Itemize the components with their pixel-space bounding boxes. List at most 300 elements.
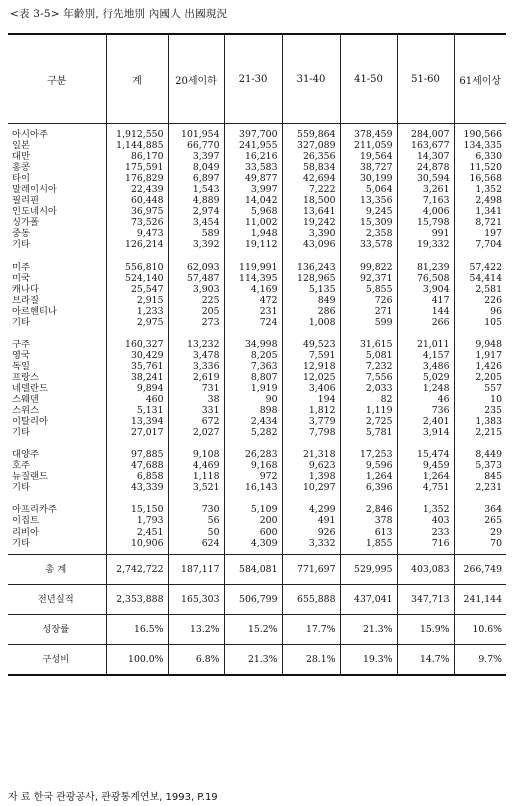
row-label: 싱가폴 — [12, 217, 39, 229]
value-cell: 225 — [168, 295, 224, 306]
value-cell: 12,025 — [282, 372, 340, 383]
value-cell: 163,677 — [397, 140, 454, 151]
row-label: 전년실적 — [8, 584, 106, 614]
value-cell: 2,205 — [454, 372, 506, 383]
value-cell: 105 — [454, 317, 506, 328]
row-label: 총 계 — [8, 554, 106, 584]
value-cell: 529,995 — [340, 554, 397, 584]
value-cell: 26,356 — [282, 151, 340, 162]
value-cell: 726 — [340, 295, 397, 306]
value-cell: 7,163 — [397, 195, 454, 206]
value-cell: 9,596 — [340, 460, 397, 471]
value-cell: 13,394 — [106, 416, 168, 427]
spacer-cell — [397, 328, 454, 339]
value-cell: 3,392 — [168, 239, 224, 250]
country-row — [8, 482, 506, 493]
value-cell: 730 — [168, 504, 224, 515]
value-cell: 27,017 — [106, 427, 168, 438]
row-label: 영국 — [12, 349, 30, 361]
value-cell: 19,242 — [282, 217, 340, 228]
value-cell: 1,917 — [454, 350, 506, 361]
country-row — [8, 206, 506, 217]
row-label: 홍콩 — [12, 162, 30, 174]
value-cell: 8,721 — [454, 217, 506, 228]
value-cell: 97,885 — [106, 449, 168, 460]
country-row — [8, 405, 506, 416]
row-label: 리비아 — [12, 526, 39, 538]
value-cell: 266,749 — [454, 554, 506, 584]
value-cell: 8,807 — [224, 372, 282, 383]
value-cell: 24,878 — [397, 162, 454, 173]
country-row — [8, 295, 506, 306]
value-cell: 12,918 — [282, 361, 340, 372]
summary-row — [8, 584, 506, 614]
country-row — [8, 239, 506, 250]
value-cell: 265 — [454, 515, 506, 526]
country-row — [8, 416, 506, 427]
value-cell: 9,623 — [282, 460, 340, 471]
value-cell: 9,894 — [106, 383, 168, 394]
value-cell: 15,474 — [397, 449, 454, 460]
value-cell: 43,096 — [282, 239, 340, 250]
value-cell: 403 — [397, 515, 454, 526]
value-cell: 6,330 — [454, 151, 506, 162]
row-label: 타이 — [12, 173, 30, 185]
spacer-cell — [340, 251, 397, 262]
value-cell: 3,903 — [168, 284, 224, 295]
country-row — [8, 527, 506, 538]
value-cell: 2,498 — [454, 195, 506, 206]
value-cell: 49,523 — [282, 339, 340, 350]
row-label: 구주 — [12, 338, 30, 350]
value-cell: 15,798 — [397, 217, 454, 228]
value-cell: 1,264 — [397, 471, 454, 482]
value-cell: 1,912,550 — [106, 129, 168, 140]
spacer-cell — [282, 438, 340, 449]
value-cell: 14,042 — [224, 195, 282, 206]
value-cell: 165,303 — [168, 584, 224, 614]
header-row — [8, 34, 506, 124]
value-cell: 460 — [106, 394, 168, 405]
value-cell: 1,793 — [106, 515, 168, 526]
value-cell: 21.3% — [224, 644, 282, 675]
value-cell: 92,371 — [340, 273, 397, 284]
value-cell: 58,834 — [282, 162, 340, 173]
value-cell: 3,779 — [282, 416, 340, 427]
summary-row — [8, 614, 506, 644]
value-cell: 972 — [224, 471, 282, 482]
value-cell: 2,619 — [168, 372, 224, 383]
value-cell: 1,144,885 — [106, 140, 168, 151]
value-cell: 286 — [282, 306, 340, 317]
value-cell: 716 — [397, 538, 454, 549]
value-cell: 3,914 — [397, 427, 454, 438]
value-cell: 35,761 — [106, 361, 168, 372]
value-cell: 231 — [224, 306, 282, 317]
value-cell: 211,059 — [340, 140, 397, 151]
value-cell: 175,591 — [106, 162, 168, 173]
value-cell: 70 — [454, 538, 506, 549]
value-cell: 4,299 — [282, 504, 340, 515]
value-cell: 3,478 — [168, 350, 224, 361]
value-cell: 2,742,722 — [106, 554, 168, 584]
value-cell: 1,919 — [224, 383, 282, 394]
country-row — [8, 228, 506, 239]
value-cell: 991 — [397, 228, 454, 239]
value-cell: 43,339 — [106, 482, 168, 493]
country-row — [8, 184, 506, 195]
value-cell: 136,243 — [282, 262, 340, 273]
value-cell: 4,309 — [224, 538, 282, 549]
value-cell: 21,318 — [282, 449, 340, 460]
value-cell: 273 — [168, 317, 224, 328]
value-cell: 5,855 — [340, 284, 397, 295]
value-cell: 60,448 — [106, 195, 168, 206]
value-cell: 1,008 — [282, 317, 340, 328]
departure-stats-table — [8, 33, 506, 676]
row-label: 기타 — [12, 239, 30, 251]
value-cell: 5,109 — [224, 504, 282, 515]
value-cell: 205 — [168, 306, 224, 317]
value-cell: 266 — [397, 317, 454, 328]
value-cell: 3,406 — [282, 383, 340, 394]
row-label: 프랑스 — [12, 371, 39, 383]
spacer-cell — [8, 493, 106, 504]
spacer-cell — [106, 328, 168, 339]
value-cell: 47,688 — [106, 460, 168, 471]
value-cell: 25,547 — [106, 284, 168, 295]
value-cell: 3,997 — [224, 184, 282, 195]
value-cell: 506,799 — [224, 584, 282, 614]
value-cell: 42,694 — [282, 173, 340, 184]
spacer-cell — [168, 493, 224, 504]
value-cell: 2,358 — [340, 228, 397, 239]
value-cell: 82 — [340, 394, 397, 405]
value-cell: 5,064 — [340, 184, 397, 195]
value-cell: 1,248 — [397, 383, 454, 394]
value-cell: 187,117 — [168, 554, 224, 584]
spacer-cell — [8, 328, 106, 339]
value-cell: 66,770 — [168, 140, 224, 151]
value-cell: 403,083 — [397, 554, 454, 584]
value-cell: 556,810 — [106, 262, 168, 273]
value-cell: 655,888 — [282, 584, 340, 614]
value-cell: 284,007 — [397, 129, 454, 140]
value-cell: 672 — [168, 416, 224, 427]
source-note: 자 료 한국 관광공사, 관광통계연보, 1993, P.19 — [8, 792, 218, 803]
country-row — [8, 538, 506, 549]
value-cell: 3,397 — [168, 151, 224, 162]
value-cell: 4,157 — [397, 350, 454, 361]
value-cell: 5,081 — [340, 350, 397, 361]
value-cell: 30,199 — [340, 173, 397, 184]
value-cell: 114,395 — [224, 273, 282, 284]
spacer-cell — [454, 328, 506, 339]
row-label: 대만 — [12, 151, 30, 163]
row-label: 기타 — [12, 427, 30, 439]
spacer-cell — [340, 328, 397, 339]
summary-row — [8, 554, 506, 584]
header-category: 구분 — [8, 34, 106, 124]
row-label: 스위스 — [12, 405, 39, 417]
country-row — [8, 140, 506, 151]
value-cell: 241,144 — [454, 584, 506, 614]
value-cell: 128,965 — [282, 273, 340, 284]
value-cell: 9.7% — [454, 644, 506, 675]
row-label: 호주 — [12, 460, 30, 472]
value-cell: 38,727 — [340, 162, 397, 173]
value-cell: 16,143 — [224, 482, 282, 493]
value-cell: 2,434 — [224, 416, 282, 427]
row-label: 미주 — [12, 261, 30, 273]
value-cell: 13.2% — [168, 614, 224, 644]
value-cell: 8,205 — [224, 350, 282, 361]
value-cell: 38,241 — [106, 372, 168, 383]
region-total-row — [8, 129, 506, 140]
value-cell: 7,591 — [282, 350, 340, 361]
spacer-cell — [282, 251, 340, 262]
country-row — [8, 361, 506, 372]
value-cell: 3,904 — [397, 284, 454, 295]
value-cell: 86,170 — [106, 151, 168, 162]
value-cell: 134,335 — [454, 140, 506, 151]
value-cell: 1,118 — [168, 471, 224, 482]
group-spacer-row — [8, 328, 506, 339]
value-cell: 347,713 — [397, 584, 454, 614]
value-cell: 101,954 — [168, 129, 224, 140]
value-cell: 5,131 — [106, 405, 168, 416]
row-label: 아르헨티나 — [12, 305, 57, 317]
value-cell: 2,974 — [168, 206, 224, 217]
value-cell: 38 — [168, 394, 224, 405]
spacer-cell — [224, 493, 282, 504]
value-cell: 126,214 — [106, 239, 168, 250]
table-caption: <表 3-5> 年齡別, 行先地別 內國人 出國現況 — [10, 8, 228, 20]
spacer-cell — [168, 438, 224, 449]
value-cell: 5,373 — [454, 460, 506, 471]
value-cell: 14,307 — [397, 151, 454, 162]
value-cell: 2,215 — [454, 427, 506, 438]
value-cell: 16.5% — [106, 614, 168, 644]
value-cell: 5,282 — [224, 427, 282, 438]
value-cell: 736 — [397, 405, 454, 416]
value-cell: 524,140 — [106, 273, 168, 284]
value-cell: 17,253 — [340, 449, 397, 460]
region-total-row — [8, 262, 506, 273]
row-label: 아시아주 — [12, 129, 48, 140]
value-cell: 10,297 — [282, 482, 340, 493]
value-cell: 2,033 — [340, 383, 397, 394]
spacer-cell — [454, 493, 506, 504]
value-cell: 2,401 — [397, 416, 454, 427]
value-cell: 19,564 — [340, 151, 397, 162]
value-cell: 19.3% — [340, 644, 397, 675]
value-cell: 4,469 — [168, 460, 224, 471]
row-label: 구성비 — [8, 644, 106, 675]
row-label: 아프리카주 — [12, 504, 57, 516]
value-cell: 17.7% — [282, 614, 340, 644]
value-cell: 99,822 — [340, 262, 397, 273]
region-total-row — [8, 449, 506, 460]
header-total: 계 — [106, 34, 168, 124]
region-total-row — [8, 504, 506, 515]
value-cell: 13,356 — [340, 195, 397, 206]
value-cell: 589 — [168, 228, 224, 239]
value-cell: 1,398 — [282, 471, 340, 482]
spacer-cell — [168, 251, 224, 262]
value-cell: 3,332 — [282, 538, 340, 549]
value-cell: 5,781 — [340, 427, 397, 438]
value-cell: 194 — [282, 394, 340, 405]
value-cell: 10.6% — [454, 614, 506, 644]
value-cell: 2,231 — [454, 482, 506, 493]
country-row — [8, 515, 506, 526]
value-cell: 34,998 — [224, 339, 282, 350]
value-cell: 2,725 — [340, 416, 397, 427]
value-cell: 33,578 — [340, 239, 397, 250]
value-cell: 4,889 — [168, 195, 224, 206]
spacer-cell — [397, 251, 454, 262]
spacer-cell — [282, 328, 340, 339]
country-row — [8, 151, 506, 162]
row-label: 독일 — [12, 360, 30, 372]
value-cell: 15,309 — [340, 217, 397, 228]
value-cell: 1,855 — [340, 538, 397, 549]
value-cell: 3,390 — [282, 228, 340, 239]
row-label: 브라질 — [12, 294, 39, 306]
country-row — [8, 471, 506, 482]
country-row — [8, 162, 506, 173]
country-row — [8, 217, 506, 228]
value-cell: 26,283 — [224, 449, 282, 460]
summary-row — [8, 644, 506, 675]
value-cell: 364 — [454, 504, 506, 515]
country-row — [8, 317, 506, 328]
value-cell: 9,473 — [106, 228, 168, 239]
spacer-cell — [454, 438, 506, 449]
spacer-cell — [224, 251, 282, 262]
value-cell: 926 — [282, 527, 340, 538]
value-cell: 54,414 — [454, 273, 506, 284]
row-label: 이탈리아 — [12, 416, 48, 428]
value-cell: 4,751 — [397, 482, 454, 493]
spacer-cell — [8, 251, 106, 262]
value-cell: 176,829 — [106, 173, 168, 184]
value-cell: 16,568 — [454, 173, 506, 184]
row-label: 성장률 — [8, 614, 106, 644]
header-age-31-40: 31-40 — [282, 34, 340, 124]
value-cell: 49,877 — [224, 173, 282, 184]
value-cell: 898 — [224, 405, 282, 416]
value-cell: 472 — [224, 295, 282, 306]
group-spacer-row — [8, 438, 506, 449]
value-cell: 90 — [224, 394, 282, 405]
country-row — [8, 173, 506, 184]
value-cell: 241,955 — [224, 140, 282, 151]
value-cell: 16,216 — [224, 151, 282, 162]
value-cell: 6.8% — [168, 644, 224, 675]
country-row — [8, 460, 506, 471]
value-cell: 15.2% — [224, 614, 282, 644]
value-cell: 30,429 — [106, 350, 168, 361]
value-cell: 2,975 — [106, 317, 168, 328]
value-cell: 9,948 — [454, 339, 506, 350]
value-cell: 100.0% — [106, 644, 168, 675]
value-cell: 197 — [454, 228, 506, 239]
value-cell: 7,363 — [224, 361, 282, 372]
value-cell: 30,594 — [397, 173, 454, 184]
value-cell: 10,906 — [106, 538, 168, 549]
value-cell: 19,332 — [397, 239, 454, 250]
spacer-cell — [282, 493, 340, 504]
value-cell: 5,029 — [397, 372, 454, 383]
value-cell: 559,864 — [282, 129, 340, 140]
value-cell: 22,439 — [106, 184, 168, 195]
value-cell: 1,812 — [282, 405, 340, 416]
value-cell: 9,168 — [224, 460, 282, 471]
value-cell: 557 — [454, 383, 506, 394]
row-label: 네델란드 — [12, 382, 48, 394]
value-cell: 1,119 — [340, 405, 397, 416]
value-cell: 731 — [168, 383, 224, 394]
value-cell: 233 — [397, 527, 454, 538]
country-row — [8, 372, 506, 383]
value-cell: 491 — [282, 515, 340, 526]
value-cell: 57,422 — [454, 262, 506, 273]
value-cell: 599 — [340, 317, 397, 328]
spacer-cell — [397, 438, 454, 449]
row-label: 기타 — [12, 482, 30, 494]
value-cell: 6,897 — [168, 173, 224, 184]
value-cell: 1,543 — [168, 184, 224, 195]
country-row — [8, 306, 506, 317]
row-label: 캐나다 — [12, 283, 39, 295]
value-cell: 1,426 — [454, 361, 506, 372]
row-label: 이집트 — [12, 515, 39, 527]
value-cell: 437,041 — [340, 584, 397, 614]
value-cell: 378 — [340, 515, 397, 526]
value-cell: 13,232 — [168, 339, 224, 350]
spacer-cell — [106, 438, 168, 449]
value-cell: 226 — [454, 295, 506, 306]
value-cell: 271 — [340, 306, 397, 317]
value-cell: 9,108 — [168, 449, 224, 460]
spacer-cell — [224, 328, 282, 339]
value-cell: 190,566 — [454, 129, 506, 140]
value-cell: 2,027 — [168, 427, 224, 438]
value-cell: 7,704 — [454, 239, 506, 250]
value-cell: 3,454 — [168, 217, 224, 228]
spacer-cell — [106, 493, 168, 504]
value-cell: 724 — [224, 317, 282, 328]
country-row — [8, 427, 506, 438]
value-cell: 2,846 — [340, 504, 397, 515]
value-cell: 15,150 — [106, 504, 168, 515]
value-cell: 7,798 — [282, 427, 340, 438]
value-cell: 10 — [454, 394, 506, 405]
region-total-row — [8, 339, 506, 350]
spacer-cell — [340, 493, 397, 504]
value-cell: 1,341 — [454, 206, 506, 217]
value-cell: 378,459 — [340, 129, 397, 140]
spacer-cell — [340, 438, 397, 449]
value-cell: 771,697 — [282, 554, 340, 584]
value-cell: 2,581 — [454, 284, 506, 295]
value-cell: 1,948 — [224, 228, 282, 239]
country-row — [8, 383, 506, 394]
value-cell: 144 — [397, 306, 454, 317]
header-age-21-30: 21-30 — [224, 34, 282, 124]
